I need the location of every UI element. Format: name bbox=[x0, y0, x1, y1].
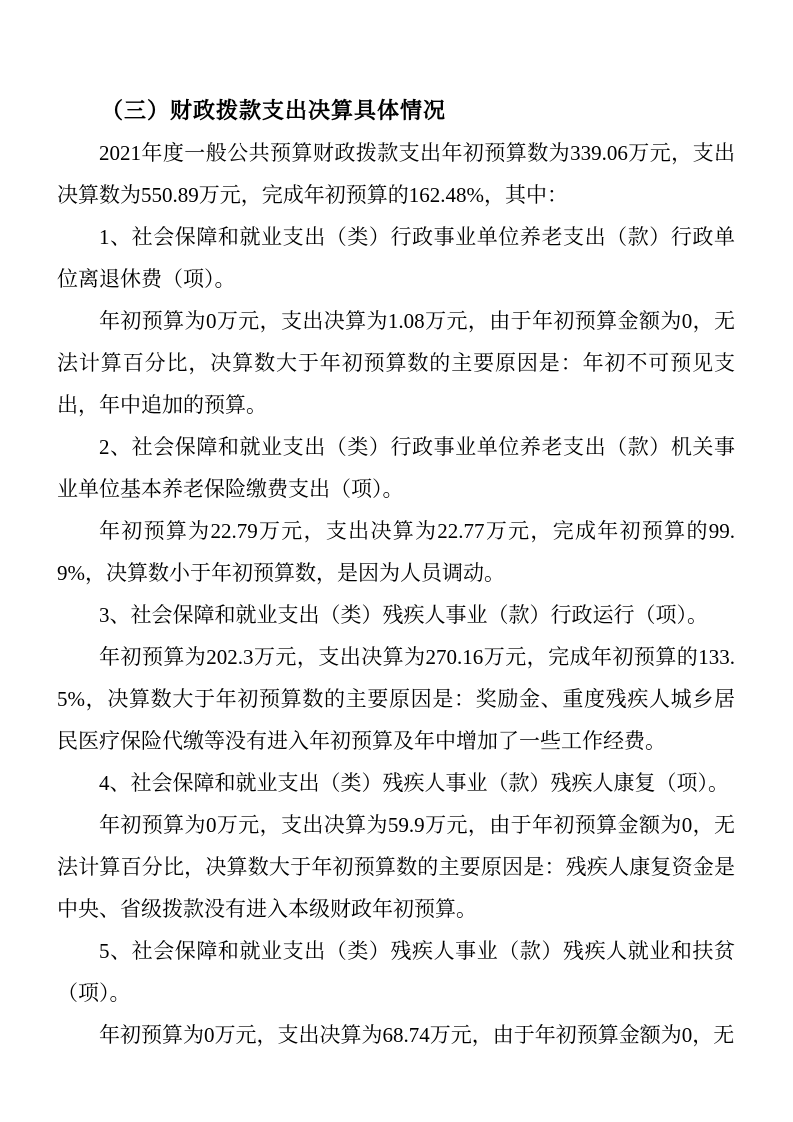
para-item-3-title: 3、社会保障和就业支出（类）残疾人事业（款）行政运行（项）。 bbox=[99, 603, 708, 627]
para-item-5-title: 5、社会保障和就业支出（类）残疾人事业（款）残疾人就业和扶贫（项）。 bbox=[57, 939, 735, 1005]
para-item-4-detail: 年初预算为0万元，支出决算为59.9万元，由于年初预算金额为0，无法计算百分比，决算数大于年初预算数的主要原因是：残疾人康复资金是中央、省级拨款没有进入本级财政年初预算。 bbox=[57, 813, 735, 921]
para-item-1-title: 1、社会保障和就业支出（类）行政事业单位养老支出（款）行政单位离退休费（项）。 bbox=[57, 225, 735, 291]
para-item-1-detail: 年初预算为0万元，支出决算为1.08万元，由于年初预算金额为0，无法计算百分比，决算数大于年初预算数的主要原因是：年初不可预见支出，年中追加的预算。 bbox=[57, 309, 735, 417]
para-budget-overview: 2021年度一般公共预算财政拨款支出年初预算数为339.06万元，支出决算数为550.89万元，完成年初预算的162.48%，其中： bbox=[57, 141, 735, 207]
para-item-3-detail: 年初预算为202.3万元，支出决算为270.16万元，完成年初预算的133.5%，决算数大于年初预算数的主要原因是：奖励金、重度残疾人城乡居民医疗保险代缴等没有进入年初预算及年中增加了一些工作经费。 bbox=[57, 645, 735, 753]
para-item-2-title: 2、社会保障和就业支出（类）行政事业单位养老支出（款）机关事业单位基本养老保险缴费支出（项）。 bbox=[57, 435, 735, 501]
para-item-2-detail: 年初预算为22.79万元，支出决算为22.77万元，完成年初预算的99.9%，决算数小于年初预算数，是因为人员调动。 bbox=[57, 519, 735, 585]
para-item-4-title: 4、社会保障和就业支出（类）残疾人事业（款）残疾人康复（项）。 bbox=[99, 771, 729, 795]
para-item-5-detail-partial: 年初预算为0万元，支出决算为68.74万元，由于年初预算金额为0，无 bbox=[99, 1023, 735, 1047]
section-heading: （三）财政拨款支出决算具体情况 bbox=[101, 98, 447, 123]
document-content bbox=[57, 90, 735, 1056]
